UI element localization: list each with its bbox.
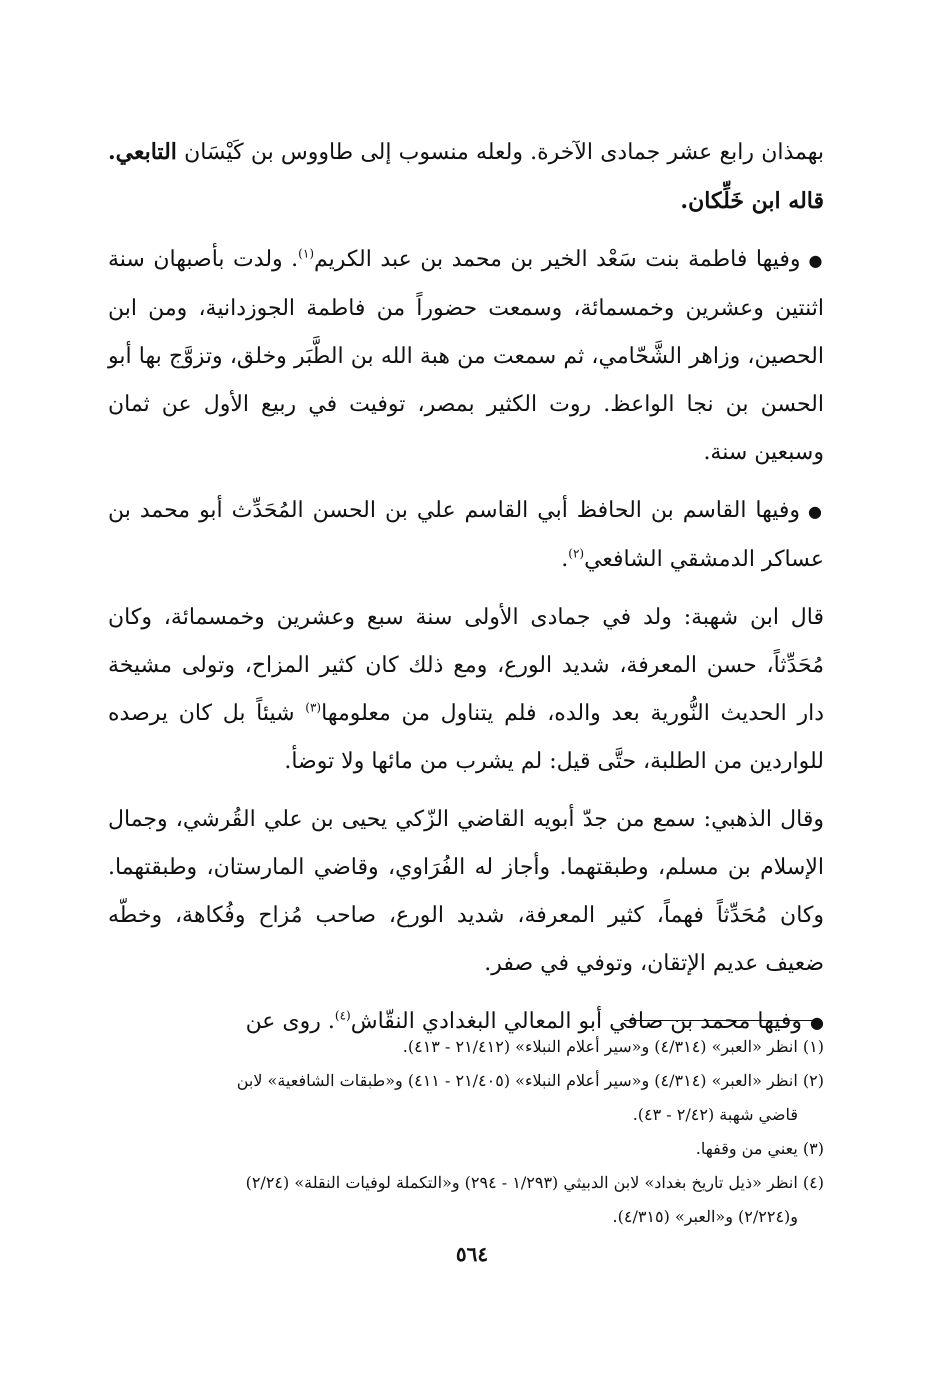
paragraph-2 [108, 236, 824, 477]
footnote-1 [108, 1030, 824, 1064]
footnote-4-continuation: و(٢/٢٢٤) و«العبر» (٤/٣١٥). [612, 1207, 798, 1226]
paragraph-1-bold-text: التابعي. قاله ابن خَلِّكان. [108, 139, 824, 214]
footnote-1-text: (١) انظر «العبر» (٤/٣١٤) و«سير أعلام النبلاء» (٢١/٤١٢ - ٤١٣). [402, 1037, 824, 1056]
footnote-4-text: (٤) انظر «ذيل تاريخ بغداد» لابن الدبيثي (١/٢٩٣ - ٢٩٤) و«التكملة لوفيات النقلة» (٢/٢٤) [245, 1173, 824, 1192]
paragraph-3-end: . [561, 547, 569, 572]
footnotes [108, 1030, 824, 1234]
footnote-ref-2[interactable]: (٢) [568, 546, 585, 561]
footnote-3 [108, 1132, 824, 1166]
paragraph-4 [108, 594, 824, 786]
footnote-4 [108, 1166, 824, 1234]
main-text [108, 128, 824, 1057]
bullet-icon: ● [808, 502, 824, 521]
footnote-ref-4[interactable]: (٤) [334, 1008, 351, 1023]
paragraph-4-rest: شيئاً بل كان يرصده للواردين من الطلبة، حتَّى قيل: لم يشرب من مائها ولا توضأ. [108, 701, 824, 774]
paragraph-4-text: قال ابن شهبة: ولد في جمادى الأولى سنة سبع وعشرين وخمسمائة، وكان مُحَدِّثاً، حسن المعرفة، شديد الورع، ومع ذلك كان كثير المزاح، وتولى مشيخة دار الحديث النُّورية بعد والده، فلم يتناول من معلومها [108, 605, 824, 726]
paragraph-3-text: وفيها القاسم بن الحافظ أبي القاسم علي بن الحسن المُحَدِّث أبو محمد بن عساكر الدمشقي الشافعي [108, 498, 824, 572]
paragraph-1 [108, 128, 824, 226]
paragraph-3 [108, 487, 824, 584]
footnote-2 [108, 1064, 824, 1132]
footnote-divider [624, 1020, 822, 1021]
paragraph-2-text: وفيها فاطمة بنت سَعْد الخير بن محمد بن عبد الكريم [314, 247, 801, 272]
paragraph-6-rest: . روى عن [245, 1009, 335, 1034]
paragraph-1-text: بهمذان رابع عشر جمادى الآخرة. ولعله منسوب إلى طاووس بن كَيْسَان [184, 140, 824, 165]
paragraph-5-text: وقال الذهبي: سمع من جدّ أبويه القاضي الزّكي يحيى بن علي القُرشي، وجمال الإسلام بن مسلم، وطبقتهما. وأجاز له الفُرَاوي، وقاضي المارستان، وطبقتهما. وكان مُحَدِّثاً فهماً، كثير المعرفة، شديد الورع، صاحب مُزاح وفُكاهة، وخطّه ضعيف عديم الإتقان، وتوفي في صفر. [108, 807, 824, 976]
footnote-3-text: (٣) يعني من وقفها. [695, 1139, 824, 1158]
paragraph-6-text: وفيها محمد بن صافي أبو المعالي البغدادي النقّاش [350, 1009, 803, 1034]
page-number: ٥٦٤ [455, 1242, 489, 1266]
bullet-icon: ● [808, 251, 825, 270]
bullet-icon: ● [810, 1013, 824, 1032]
paragraph-2-rest: . ولدت بأصبهان سنة اثنتين وعشرين وخمسمائة، وسمعت حضوراً من فاطمة الجوزدانية، ومن ابن الحصين، وزاهر الشَّحّامي، ثم سمعت من هبة الله بن الطَّبَر وخلق، وتزوَّج بها أبو الحسن بن نجا الواعظ. روت الكثير بمصر، توفيت في ربيع الأول عن ثمان وسبعين سنة. [108, 247, 824, 465]
paragraph-5 [108, 796, 824, 988]
footnote-2-text: (٢) انظر «العبر» (٤/٣١٤) و«سير أعلام النبلاء» (٢١/٤٠٥ - ٤١١) و«طبقات الشافعية» لابن [236, 1071, 824, 1090]
footnote-2-continuation: قاضي شهبة (٢/٤٢ - ٤٣). [632, 1105, 798, 1124]
footnote-ref-1[interactable]: (١) [298, 246, 314, 261]
footnote-ref-3[interactable]: (٣) [305, 700, 322, 715]
